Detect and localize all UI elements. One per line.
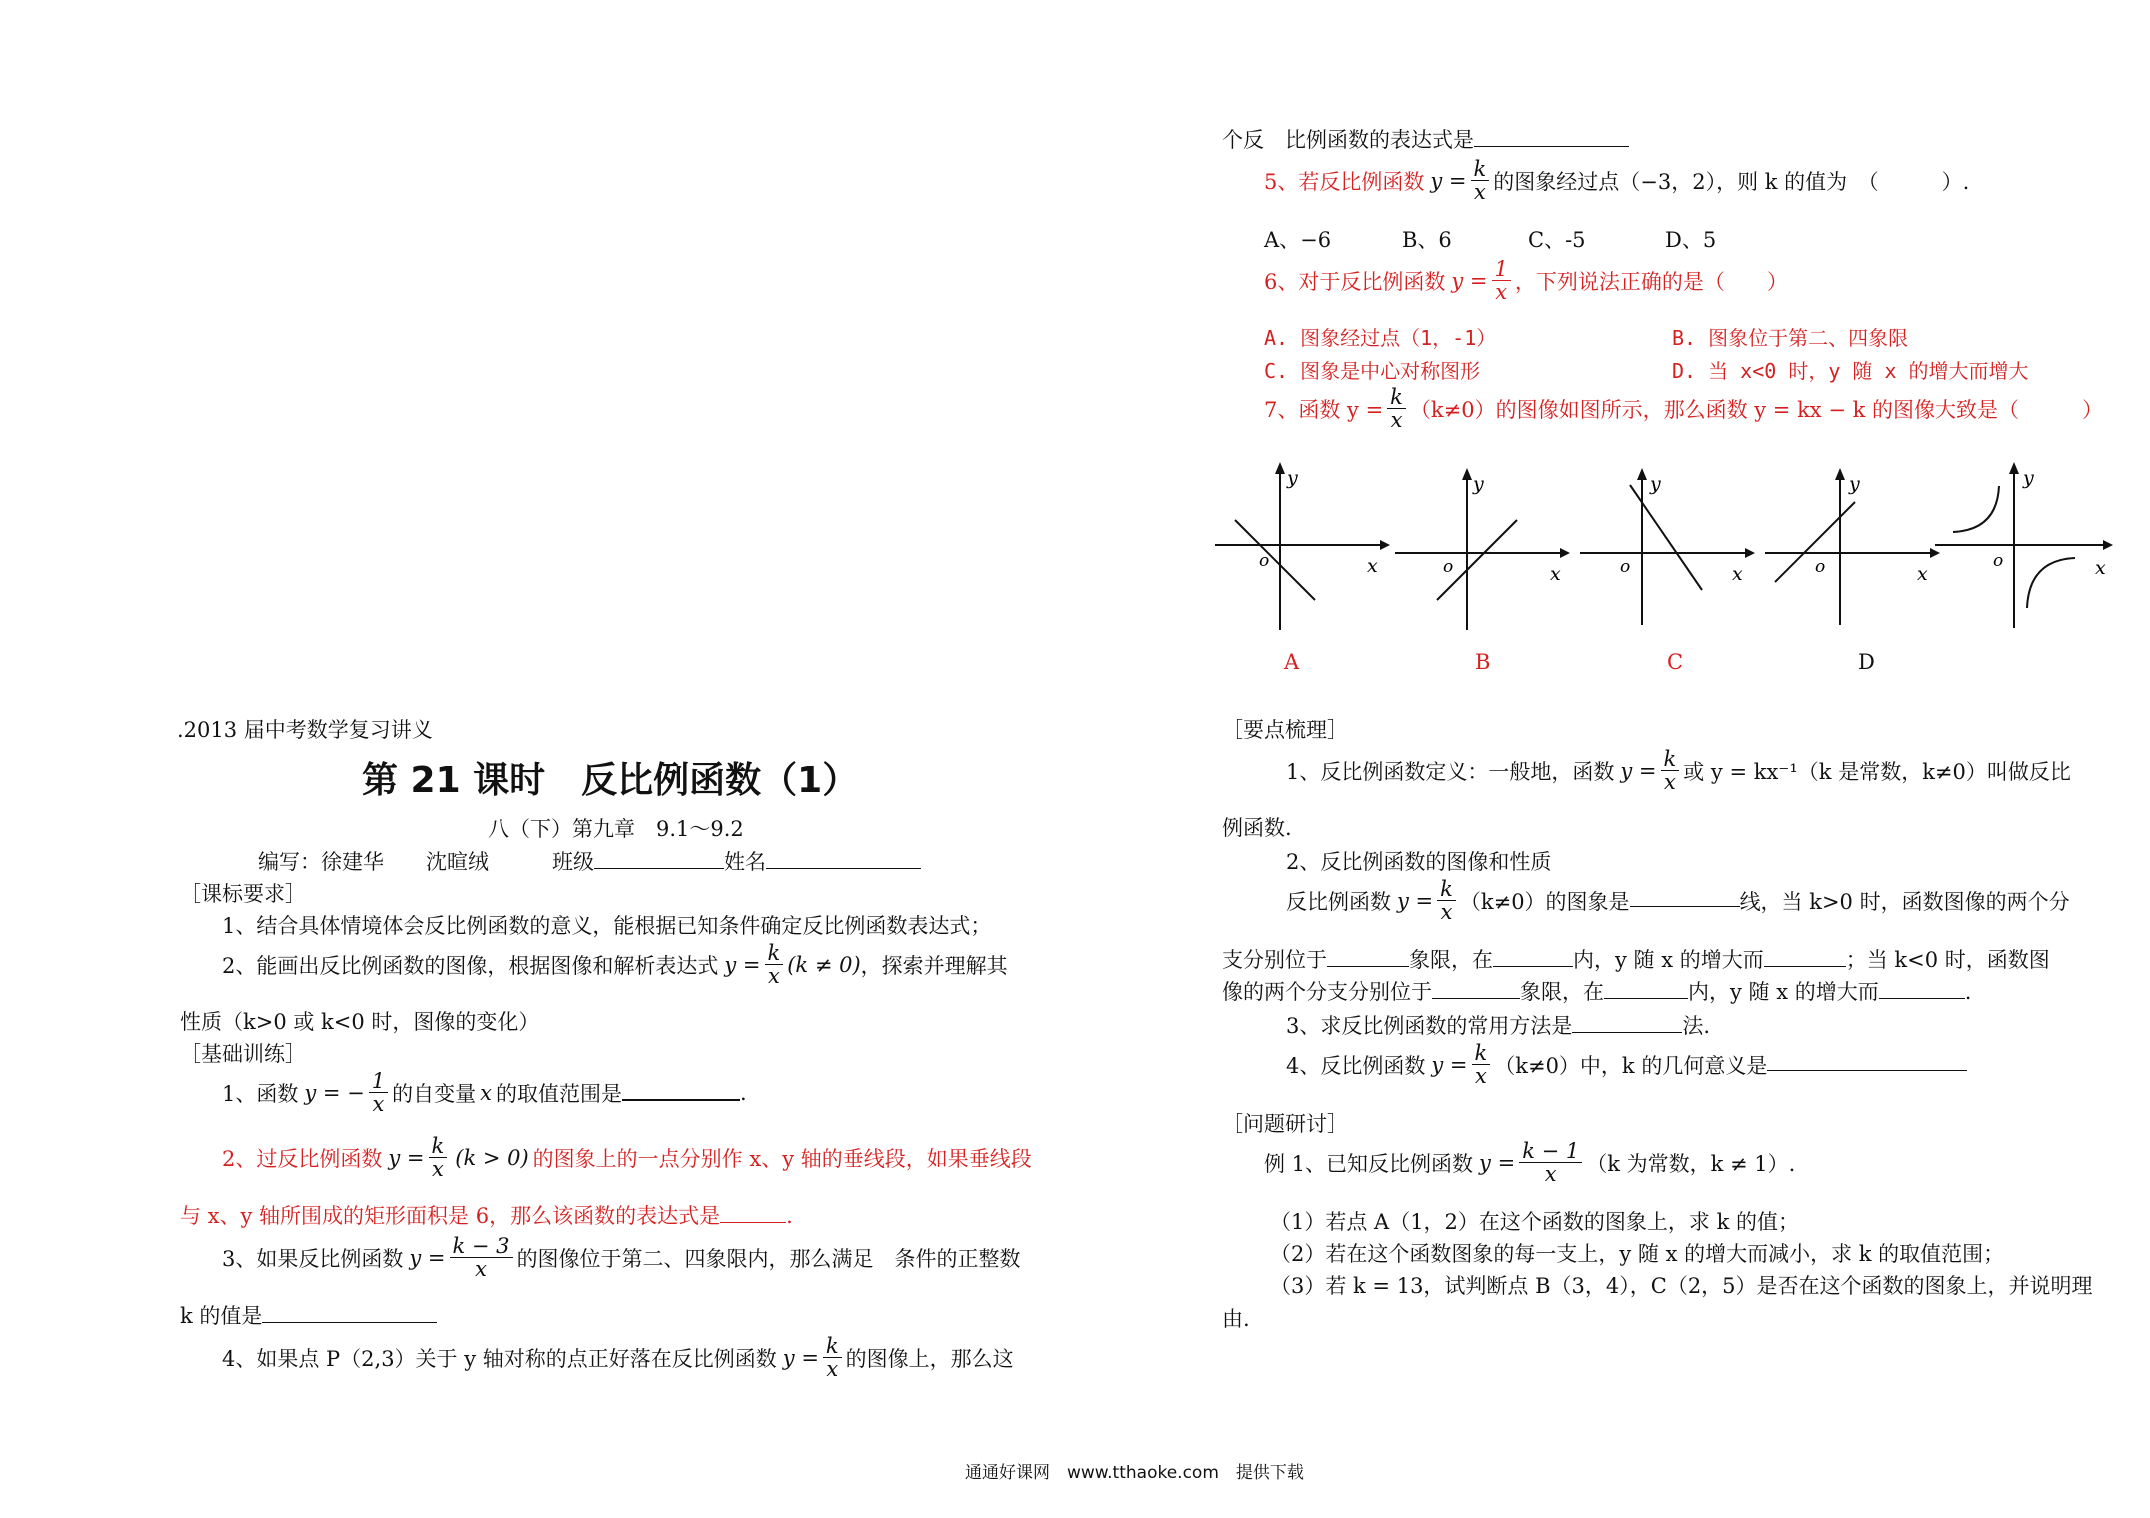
- k2-blank-2: [1327, 966, 1409, 967]
- graph-b-label: B: [1475, 650, 1491, 674]
- k1-text: 1、反比例函数定义：一般地，函数: [1286, 759, 1615, 784]
- series-label: .2013 届中考数学复习讲义: [177, 718, 433, 742]
- q1-blank: [622, 1099, 740, 1101]
- graph-c-x-label: x: [1732, 563, 1743, 585]
- graph-b-origin: o: [1443, 557, 1454, 577]
- graph-b-x-label: x: [1550, 563, 1561, 585]
- k4-text-b: （k≠0）中，k 的几何意义是: [1494, 1053, 1768, 1078]
- q3-fraction: $\frac{k - 3}{x}$: [450, 1235, 513, 1280]
- q6-option-d: D. 当 x<0 时，y 随 x 的增大而增大: [1672, 359, 2029, 383]
- graph-c: [1580, 460, 1755, 630]
- graph-d-origin: o: [1815, 557, 1826, 577]
- graph-b: [1395, 460, 1570, 630]
- q6-text: 6、对于反比例函数: [1264, 269, 1446, 294]
- q2-condition: (k > 0): [455, 1145, 529, 1170]
- k4-blank: [1767, 1070, 1967, 1071]
- question-6: [1264, 258, 1788, 303]
- q3-blank: [262, 1322, 437, 1323]
- k2-d4: ；当 k<0 时，函数图: [1845, 948, 2050, 972]
- q5-option-b: B、6: [1402, 228, 1452, 252]
- k2-blank-3: [1493, 966, 1573, 967]
- q5-lhs: y =: [1430, 168, 1467, 193]
- requirement-2-cont: 性质（k>0 或 k<0 时，图像的变化）: [180, 1010, 540, 1034]
- q4-text: 4、如果点 P（2,3）关于 y 轴对称的点正好落在反比例函数: [222, 1346, 777, 1371]
- author-line: [258, 846, 921, 876]
- graph-a: [1215, 460, 1390, 630]
- q3-text: 3、如果反比例函数: [222, 1246, 404, 1271]
- q4-cont-text: 个反 比例函数的表达式是: [1222, 128, 1474, 152]
- question-4: [222, 1335, 1014, 1380]
- q7-text-b: （k≠0）的图像如图所示，那么函数 y = kx − k 的图像大致是（ ）: [1409, 397, 2103, 422]
- k2-d1: 支分别位于: [1222, 948, 1327, 972]
- q2-text-c: 与 x、y 轴所围成的矩形面积是 6，那么该函数的表达式是: [180, 1204, 721, 1228]
- chapter-line: 八（下）第九章 9.1～9.2: [488, 817, 744, 841]
- k2-blank-6: [1604, 998, 1688, 999]
- graph-given-y-label: y: [2023, 467, 2034, 489]
- graph-d-y-label: y: [1849, 473, 1860, 495]
- page-title: 第 21 课时 反比例函数（1）: [362, 760, 859, 801]
- question-3: [222, 1235, 1021, 1280]
- q6-lhs: y =: [1451, 268, 1488, 293]
- graph-b-y-label: y: [1473, 473, 1484, 495]
- q5-text: 5、若反比例函数: [1264, 169, 1425, 194]
- q6-option-a: A. 图象经过点（1，-1）: [1264, 326, 1497, 350]
- q1-text-c: 的取值范围是: [496, 1081, 622, 1106]
- ex-text-b: （k 为常数，k ≠ 1）.: [1586, 1151, 1796, 1176]
- question-2: [222, 1135, 1032, 1180]
- k2-blank-4: [1764, 966, 1846, 967]
- q2-fraction: $\frac{k}{x}$: [429, 1135, 448, 1180]
- k2-text-c: 线，当 k>0 时，函数图像的两个分: [1739, 889, 2070, 914]
- k2-fraction: $\frac{k}{x}$: [1437, 878, 1456, 923]
- key-point-2-detail: [1286, 878, 2070, 923]
- k1-lhs: y =: [1620, 758, 1657, 783]
- k2-e1: 像的两个分支分别位于: [1222, 980, 1432, 1004]
- graph-d-x-label: x: [1917, 563, 1928, 585]
- q7-text: 7、函数 y =: [1264, 397, 1384, 422]
- k2-e2: 象限，在: [1520, 980, 1604, 1004]
- req2-lhs: y =: [724, 952, 761, 977]
- k2-blank-5: [1432, 998, 1520, 999]
- section-key-points: ［要点梳理］: [1222, 718, 1348, 742]
- section-basic: ［基础训练］: [180, 1042, 306, 1066]
- q4-text-b: 的图像上，那么这: [845, 1346, 1014, 1371]
- q4-blank: [1474, 146, 1629, 147]
- q1-var: x: [480, 1080, 492, 1105]
- k2-d2: 象限，在: [1409, 948, 1493, 972]
- key-point-4: [1286, 1042, 1967, 1087]
- footer-credit: 通通好课网 www.tthaoke.com 提供下载: [965, 1463, 1304, 1483]
- k3-text-b: 法.: [1682, 1014, 1711, 1038]
- k1-fraction: $\frac{k}{x}$: [1661, 748, 1680, 793]
- k2-d3: 内，y 随 x 的增大而: [1573, 948, 1764, 972]
- q1-fraction: $\frac{1}{x}$: [369, 1070, 388, 1115]
- q3-lhs: y =: [409, 1245, 446, 1270]
- q5-fraction: $\frac{k}{x}$: [1471, 158, 1490, 203]
- k2-blank-7: [1879, 998, 1965, 999]
- q1-text-b: 的自变量: [392, 1081, 477, 1106]
- q5-option-d: D、5: [1665, 228, 1717, 252]
- q2-text: 2、过反比例函数: [222, 1146, 383, 1171]
- k1-text-b: 或 y = kx⁻¹（k 是常数，k≠0）叫做反比: [1683, 759, 2071, 784]
- section-curriculum: ［课标要求］: [180, 882, 306, 906]
- question-4-cont: [1222, 124, 1629, 154]
- q1-lhs: y = −: [304, 1080, 365, 1105]
- q6-option-b: B. 图象位于第二、四象限: [1672, 326, 1909, 350]
- q1-text: 1、函数: [222, 1081, 299, 1106]
- k3-blank: [1572, 1032, 1682, 1033]
- k3-text: 3、求反比例函数的常用方法是: [1286, 1014, 1573, 1038]
- q7-fraction: $\frac{k}{x}$: [1387, 386, 1406, 431]
- q3-text-b: 的图像位于第二、四象限内，那么满足 条件的正整数: [516, 1246, 1021, 1271]
- k2-lhs: y =: [1397, 888, 1434, 913]
- graph-c-y-label: y: [1650, 473, 1661, 495]
- k2-e3: 内，y 随 x 的增大而: [1688, 980, 1879, 1004]
- key-point-2-line4: [1222, 976, 1971, 1006]
- q2-lhs: y =: [388, 1145, 425, 1170]
- req2-text: 2、能画出反比例函数的图像，根据图像和解析表达式: [222, 953, 719, 978]
- key-point-1: [1286, 748, 2071, 793]
- example-1-part-3-cont: 由.: [1222, 1307, 1250, 1331]
- q3-text-c: k 的值是: [180, 1304, 263, 1328]
- example-1: [1264, 1140, 1795, 1185]
- question-5: [1264, 158, 1969, 203]
- q1-end: .: [740, 1080, 747, 1105]
- k2-text: 反比例函数: [1286, 889, 1391, 914]
- graph-d: [1765, 460, 1940, 630]
- graph-c-label: C: [1667, 650, 1684, 674]
- class-blank: [594, 868, 724, 869]
- question-2-cont: [180, 1200, 793, 1230]
- q6-text-b: ，下列说法正确的是（ ）: [1514, 269, 1788, 294]
- requirement-1: 1、结合具体情境体会反比例函数的意义，能根据已知条件确定反比例函数表达式；: [222, 914, 992, 938]
- q2-text-b: 的图象上的一点分别作 x、y 轴的垂线段，如果垂线段: [532, 1146, 1032, 1171]
- key-point-1-cont: 例函数.: [1222, 816, 1292, 840]
- example-1-part-1: （1）若点 A（1，2）在这个函数的图象上，求 k 的值；: [1270, 1210, 1799, 1234]
- name-blank: [766, 868, 921, 869]
- requirement-2: [222, 942, 1008, 987]
- graph-c-origin: o: [1620, 557, 1631, 577]
- q4-fraction: $\frac{k}{x}$: [823, 1335, 842, 1380]
- ex-text: 例 1、已知反比例函数: [1264, 1151, 1474, 1176]
- q5-option-c: C、-5: [1528, 228, 1586, 252]
- section-problem: ［问题研讨］: [1222, 1112, 1348, 1136]
- ex-lhs: y =: [1479, 1150, 1516, 1175]
- example-1-part-2: （2）若在这个函数图象的每一支上，y 随 x 的增大而减小，求 k 的取值范围；: [1270, 1242, 2005, 1266]
- k2-text-b: （k≠0）的图象是: [1459, 889, 1630, 914]
- question-1: [222, 1070, 747, 1115]
- graph-given-x-label: x: [2095, 557, 2106, 579]
- graph-given: [1935, 460, 2115, 630]
- k4-lhs: y =: [1431, 1052, 1468, 1077]
- question-7: [1264, 386, 2103, 431]
- key-point-2-line3: [1222, 944, 2050, 974]
- name-label: 姓名: [724, 850, 766, 874]
- k4-fraction: $\frac{k}{x}$: [1472, 1042, 1491, 1087]
- graph-given-origin: o: [1993, 551, 2004, 571]
- q6-option-c: C. 图象是中心对称图形: [1264, 359, 1481, 383]
- q4-lhs: y =: [782, 1345, 819, 1370]
- k4-text: 4、反比例函数: [1286, 1053, 1426, 1078]
- q6-fraction: $\frac{1}{x}$: [1492, 258, 1511, 303]
- q2-end: .: [786, 1204, 793, 1228]
- req2-fraction: $\frac{k}{x}$: [765, 942, 784, 987]
- k2-blank-1: [1630, 906, 1740, 907]
- ex-fraction: $\frac{k - 1}{x}$: [1519, 1140, 1582, 1185]
- question-3-cont: [180, 1300, 437, 1330]
- graph-d-label: D: [1858, 650, 1875, 674]
- k2-e4: .: [1964, 980, 1972, 1004]
- q5-text-b: 的图象经过点（−3，2），则 k 的值为 （ ）.: [1493, 169, 1970, 194]
- q2-blank: [720, 1222, 786, 1223]
- key-point-2: 2、反比例函数的图像和性质: [1286, 850, 1552, 874]
- graph-a-x-label: x: [1367, 555, 1378, 577]
- graph-a-y-label: y: [1287, 467, 1298, 489]
- example-1-part-3: （3）若 k = 13，试判断点 B（3，4），C（2，5）是否在这个函数的图象上，并说明理: [1270, 1274, 2093, 1298]
- key-point-3: [1286, 1010, 1710, 1040]
- graph-a-label: A: [1284, 650, 1300, 674]
- req2-condition: (k ≠ 0): [787, 952, 861, 977]
- req2-text-b: ，探索并理解其: [860, 953, 1008, 978]
- q5-option-a: A、−6: [1264, 228, 1332, 252]
- author-text: 编写：徐建华 沈暄绒 班级: [258, 850, 594, 874]
- graph-a-origin: o: [1259, 551, 1270, 571]
